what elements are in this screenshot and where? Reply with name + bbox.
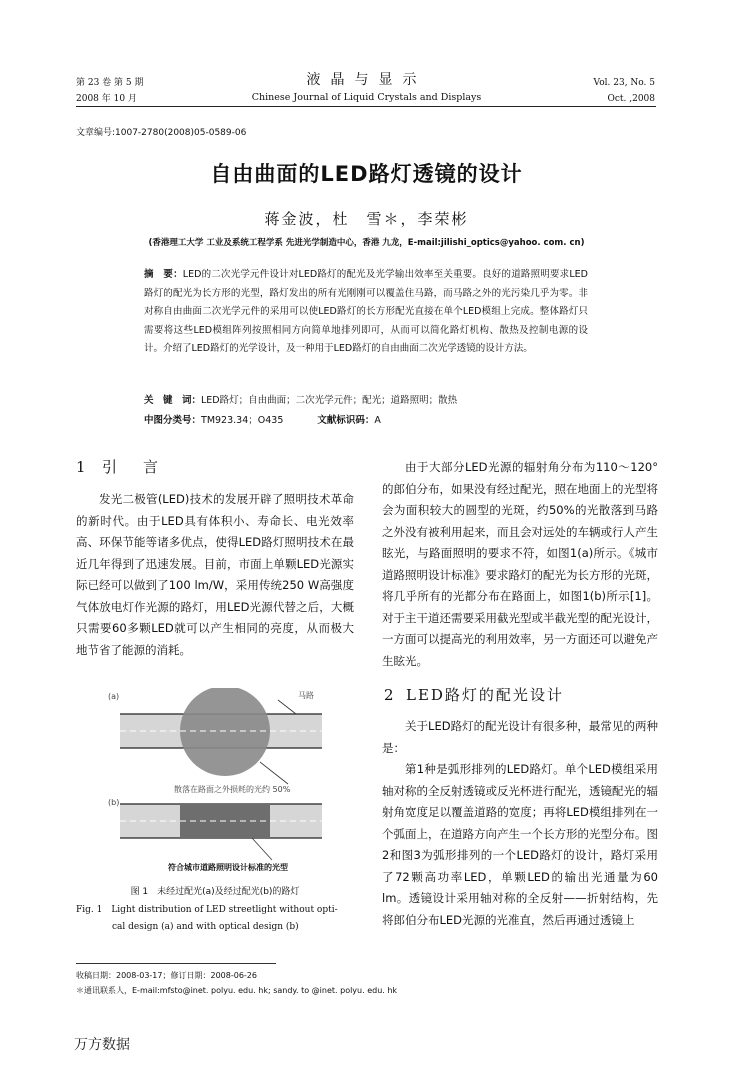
caption-en-line-2: cal design (a) and with optical design (b) [112, 922, 299, 932]
road-leader-line [278, 700, 296, 714]
author-list: 蒋金波，杜 雪＊，李荣彬 [264, 210, 469, 228]
journal-name-en: Chinese Journal of Liquid Crystals and Displays [251, 92, 482, 103]
affiliation: (香港理工大学 工业及系统工程学系 先进光学制造中心，香港 九龙，E-mail:jilishi_optics@yahoo. com. cn) [148, 238, 585, 248]
journal-name-cn: 液晶与显示 [306, 72, 427, 88]
corresponding-author: ＊通讯联系人，E-mail:mfsto@inet. polyu. edu. hk; sandy. to @inet. polyu. edu. hk [76, 986, 398, 995]
doc-code: A [374, 415, 381, 426]
abstract-text: LED的二次光学元件设计对LED路灯的配光及光学输出效率至关重要。良好的道路照明要求LED路灯的配光为长方形的光型，路灯发出的所有光刚刚可以覆盖住马路，而马路之外的光污染几乎为零。非对称自由曲面二次光学元件的采用可以使LED路灯的长方形配光直接在单个LED模组上完成。整体路灯只需要将这些LED模组阵列按照相同方向简单地排列即可，从而可以简化路灯机构、散热及控制电源的设计。介绍了LED路灯的光学设计，及一种用于LED路灯的自由曲面二次光学透镜的设计方法。 [144, 269, 588, 354]
section-1-number: 1 [76, 458, 87, 476]
figure-caption-cn: 图 1 未经过配光(a)及经过配光(b)的路灯 [130, 887, 300, 897]
keywords [144, 392, 588, 410]
road-label: 马路 [298, 691, 314, 700]
right-paragraph-1: 由于大部分LED光源的辐射角分布为110～120°的郎伯分布，如果没有经过配光，照在地面上的光型将会为面积较大的圆型的光斑，约50%的光散落到马路之外没有被利用起来，而且会对远处的车辆或行人产生眩光，与路面照明的要求不符，如图1(a)所示。《城市道路照明设计标准》要求路灯的配光为长方形的光斑，将几乎所有的光都分布在路面上，如图1(b)所示[1]。对于主干道还需要采用截光型或半截光型的配光设计，一方面可以提高光的利用效率，另一方面还可以避免产生眩光。 [382, 460, 658, 668]
circular-light-spot [180, 688, 270, 776]
spot-leader-line [260, 762, 288, 784]
date-en: Oct. ,2008 [607, 94, 655, 104]
footnote-rule [76, 963, 276, 964]
paper-title: 自由曲面的LED路灯透镜的设计 [210, 162, 523, 186]
figure-label-a: (a) [108, 692, 120, 701]
header-rule [76, 106, 656, 107]
note-a: 散落在路面之外损耗的光约 50% [174, 785, 291, 794]
wanfang-watermark: 万方数据 [74, 1037, 130, 1053]
section-2-heading [384, 685, 564, 705]
intro-paragraph: 发光二极管(LED)技术的发展开辟了照明技术革命的新时代。由于LED具有体积小、寿命长、电光效率高、环保节能等诸多优点，使得LED路灯照明技术在最近几年得到了迅速发展。目前，市面上单颗LED光源实际已经可以做到了100 lm/W，采用传统250 W高强度气体放电灯作光源的路灯，用LED光源代替之后，大概只需要60多颗LED就可以产生相同的亮度，从而极大地节省了能源的消耗。 [76, 492, 354, 657]
left-column [76, 489, 354, 661]
header-volume-cn [76, 75, 143, 107]
footnotes [76, 968, 397, 998]
section-1-title: 引言 [102, 458, 185, 476]
received-dates: 收稿日期：2008-03-17；修订日期：2008-06-26 [76, 971, 257, 980]
figure-1-graphic [112, 688, 330, 870]
clc-code: TM923.34；O435 [201, 415, 284, 426]
keywords-label: 关 键 词： [144, 395, 202, 406]
pattern-leader-line [252, 838, 272, 860]
clc-label: 中图分类号： [144, 415, 202, 426]
note-b: 符合城市道路照明设计标准的光型 [168, 863, 288, 872]
classification [144, 412, 588, 430]
section-1-heading [76, 457, 184, 477]
volume-issue-cn: 第 23 卷 第 5 期 [76, 78, 144, 88]
figure-1 [108, 688, 330, 872]
header-volume-en [594, 75, 655, 107]
right-column-top [382, 457, 658, 672]
section-2-title: LED路灯的配光设计 [406, 686, 564, 704]
section-2-paragraph-2: 第1种是弧形排列的LED路灯。单个LED模组采用轴对称的全反射透镜或反光杯进行配光，透镜配光的辐射角宽度足以覆盖道路的宽度；再将LED模组排列在一个弧面上，在道路方向产生一个长方形的光型分布。图2和图3为弧形排列的一个LED路灯的设计，路灯采用了72颗高功率LED，单颗LED的输出光通量为60 lm。透镜设计采用轴对称的全反射——折射结构，先将郎伯分布LED光源的光准直，然后再通过透镜上 [382, 762, 658, 927]
date-cn: 2008 年 10 月 [76, 94, 137, 104]
volume-issue-en: Vol. 23, No. 5 [593, 78, 655, 88]
article-number: 文章编号:1007-2780(2008)05-0589-06 [76, 128, 247, 138]
section-2-number: 2 [384, 686, 396, 704]
header-journal [200, 70, 533, 106]
doc-code-label: 文献标识码： [317, 415, 375, 426]
caption-en-line-1: Fig. 1 Light distribution of LED streetlight without opti- [76, 905, 338, 915]
section-2-paragraph-1: 关于LED路灯的配光设计有很多种，最常见的两种是： [382, 719, 658, 755]
right-column-bottom [382, 716, 658, 931]
abstract-label: 摘 要： [144, 269, 183, 280]
abstract [144, 266, 588, 359]
figure-caption-en [76, 902, 354, 936]
figure-label-b: (b) [108, 798, 120, 807]
keywords-text: LED路灯；自由曲面；二次光学元件；配光；道路照明；散热 [201, 395, 458, 406]
